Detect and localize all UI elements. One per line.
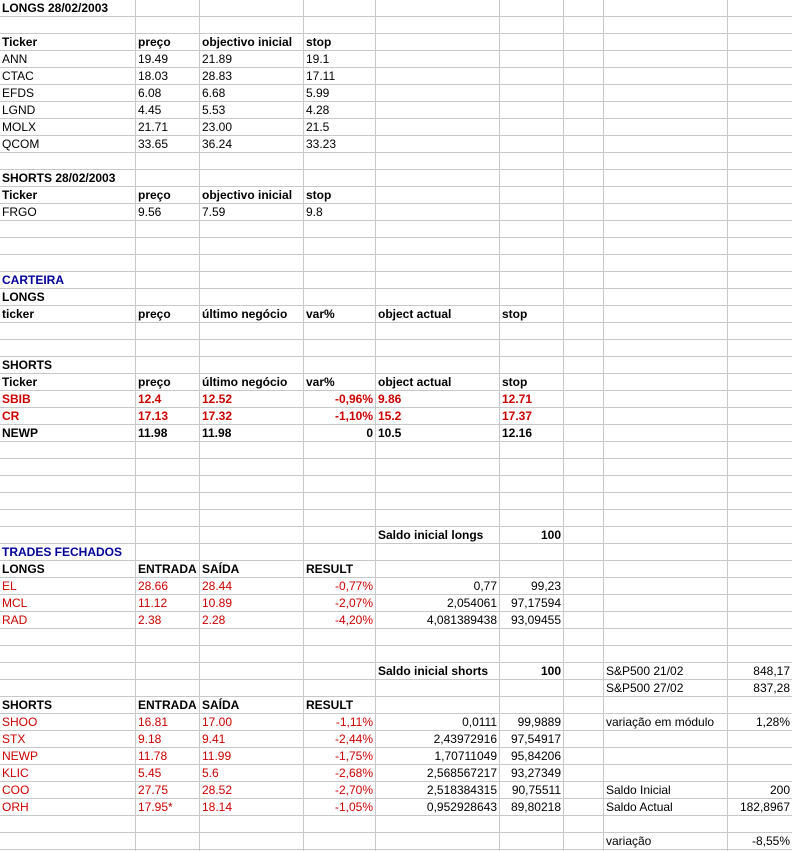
table-row-ticker[interactable]: COO xyxy=(2,783,30,797)
shorts-header-ticker: Ticker xyxy=(2,188,38,202)
table-row-ticker[interactable]: LGND xyxy=(2,103,36,117)
table-row-ticker[interactable]: SHOO xyxy=(2,715,38,729)
table-row-objectivo[interactable]: 6.68 xyxy=(202,86,226,100)
table-row-balance[interactable]: 99,9889 xyxy=(517,715,561,729)
carteira-longs-header-object: object actual xyxy=(378,307,452,321)
sp500-2702-label: S&P500 27/02 xyxy=(606,681,684,695)
table-row-preco[interactable]: 33.65 xyxy=(138,137,169,151)
table-row-loss[interactable]: 0,77 xyxy=(473,579,497,593)
table-row-result[interactable]: -0,77% xyxy=(334,579,373,593)
table-row-stop[interactable]: 5.99 xyxy=(306,86,330,100)
table-row-result[interactable]: -1,11% xyxy=(335,715,373,729)
saldo-actual-label: Saldo Actual xyxy=(606,800,673,814)
carteira-longs-header-stop: stop xyxy=(502,307,528,321)
table-row-result[interactable]: -1,75% xyxy=(334,749,373,763)
carteira-longs-label: LONGS xyxy=(2,290,45,304)
carteira-title: CARTEIRA xyxy=(2,273,64,287)
table-row-entrada[interactable]: 5.45 xyxy=(138,766,162,780)
table-row-balance[interactable]: 93,27349 xyxy=(510,766,561,780)
table-row-ticker[interactable]: QCOM xyxy=(2,137,40,151)
saldo-actual-value[interactable]: 182,8967 xyxy=(739,800,790,814)
table-row-stop[interactable]: 12.16 xyxy=(502,426,533,440)
carteira-shorts-header-stop: stop xyxy=(502,375,528,389)
table-row-ticker[interactable]: MOLX xyxy=(2,120,37,134)
table-row-saida[interactable]: 2.28 xyxy=(202,613,226,627)
table-row-objectivo[interactable]: 28.83 xyxy=(202,69,233,83)
trades-longs-header-result: RESULT xyxy=(306,562,354,576)
table-row-preco[interactable]: 21.71 xyxy=(138,120,169,134)
sp500-2102-value[interactable]: 848,17 xyxy=(753,664,790,678)
table-row-ultimo[interactable]: 11.98 xyxy=(202,426,232,440)
table-row-stop[interactable]: 4.28 xyxy=(306,103,330,117)
table-row-balance[interactable]: 99,23 xyxy=(530,579,561,593)
saldo-inicial-longs-value[interactable]: 100 xyxy=(540,528,561,542)
table-row-ticker[interactable]: CR xyxy=(2,409,20,423)
table-row-stop[interactable]: 19.1 xyxy=(306,52,330,66)
table-row-objectivo[interactable]: 23.00 xyxy=(202,120,233,134)
trades-longs-header-label: LONGS xyxy=(2,562,45,576)
table-row-ticker[interactable]: CTAC xyxy=(2,69,34,83)
saldo-inicial-longs-label: Saldo inicial longs xyxy=(378,528,484,542)
table-row-balance[interactable]: 93,09455 xyxy=(510,613,561,627)
carteira-longs-header-ultimo: último negócio xyxy=(202,307,288,321)
table-row-result[interactable]: -2,44% xyxy=(334,732,373,746)
table-row-preco[interactable]: 17.13 xyxy=(138,409,169,423)
table-row-result[interactable]: -4,20% xyxy=(334,613,373,627)
table-row-entrada[interactable]: 11.78 xyxy=(138,749,168,763)
table-row-stop[interactable]: 9.8 xyxy=(306,205,323,219)
table-row-preco[interactable]: 11.98 xyxy=(138,426,168,440)
table-row-saida[interactable]: 11.99 xyxy=(202,749,232,763)
table-row-preco[interactable]: 4.45 xyxy=(138,103,162,117)
longs-header-stop: stop xyxy=(306,35,332,49)
trades-fechados-title: TRADES FECHADOS xyxy=(2,545,123,559)
variacao-label: variação xyxy=(606,834,652,848)
longs-header-ticker: Ticker xyxy=(2,35,38,49)
longs-header-objectivo: objectivo inicial xyxy=(202,35,293,49)
table-row-saida[interactable]: 28.52 xyxy=(202,783,233,797)
table-row-balance[interactable]: 89,80218 xyxy=(510,800,561,814)
table-row-stop[interactable]: 17.11 xyxy=(306,69,336,83)
table-row-saida[interactable]: 28.44 xyxy=(202,579,233,593)
trades-shorts-header-result: RESULT xyxy=(306,698,354,712)
table-row-ticker[interactable]: NEWP xyxy=(2,749,38,763)
table-row-ticker[interactable]: STX xyxy=(2,732,26,746)
table-row-objectivo[interactable]: 7.59 xyxy=(202,205,226,219)
table-row-loss[interactable]: 0,0111 xyxy=(462,715,497,729)
table-row-objectivo[interactable]: 5.53 xyxy=(202,103,226,117)
carteira-longs-header-ticker: ticker xyxy=(2,307,35,321)
table-row-loss[interactable]: 2,518384315 xyxy=(426,783,497,797)
table-row-stop[interactable]: 17.37 xyxy=(502,409,533,423)
table-row-entrada[interactable]: 16.81 xyxy=(138,715,169,729)
table-row-saida[interactable]: 10.89 xyxy=(202,596,233,610)
table-row-ticker[interactable]: EFDS xyxy=(2,86,35,100)
carteira-shorts-header-var: var% xyxy=(306,375,335,389)
table-row-ultimo[interactable]: 12.52 xyxy=(202,392,233,406)
carteira-longs-header-preco: preço xyxy=(138,307,171,321)
table-row-ticker[interactable]: ANN xyxy=(2,52,28,66)
variacao-modulo-label: variação em módulo xyxy=(606,715,715,729)
carteira-shorts-header-object: object actual xyxy=(378,375,452,389)
table-row-loss[interactable]: 4,081389438 xyxy=(426,613,497,627)
table-row-ticker[interactable]: ORH xyxy=(2,800,29,814)
carteira-longs-header-var: var% xyxy=(306,307,335,321)
longs-header-preco: preço xyxy=(138,35,171,49)
table-row-preco[interactable]: 9.56 xyxy=(138,205,162,219)
table-row-object[interactable]: 15.2 xyxy=(378,409,402,423)
carteira-shorts-header-ultimo: último negócio xyxy=(202,375,288,389)
table-row-loss[interactable]: 2,43972916 xyxy=(433,732,497,746)
table-row-saida[interactable]: 18.14 xyxy=(202,800,233,814)
table-row-ticker[interactable]: NEWP xyxy=(2,426,38,440)
trades-longs-header-entrada: ENTRADA xyxy=(138,562,197,576)
shorts-header-objectivo: objectivo inicial xyxy=(202,188,293,202)
shorts-header-stop: stop xyxy=(306,188,332,202)
table-row-preco[interactable]: 12.4 xyxy=(138,392,162,406)
table-row-stop[interactable]: 33.23 xyxy=(306,137,337,151)
sp500-2702-value[interactable]: 837,28 xyxy=(753,681,790,695)
saldo-inicial-shorts-value[interactable]: 100 xyxy=(540,664,561,678)
table-row-preco[interactable]: 19.49 xyxy=(138,52,169,66)
table-row-ticker[interactable]: RAD xyxy=(2,613,28,627)
table-row-object[interactable]: 9.86 xyxy=(378,392,402,406)
table-row-preco[interactable]: 6.08 xyxy=(138,86,162,100)
table-row-ticker[interactable]: KLIC xyxy=(2,766,29,780)
saldo-inicial-label: Saldo Inicial xyxy=(606,783,671,797)
carteira-shorts-label: SHORTS xyxy=(2,358,53,372)
table-row-saida[interactable]: 5.6 xyxy=(202,766,219,780)
table-row-entrada[interactable]: 17.95* xyxy=(138,800,173,814)
variacao-modulo-value[interactable]: 1,28% xyxy=(755,715,790,729)
table-row-var[interactable]: 0 xyxy=(366,426,373,440)
table-row-objectivo[interactable]: 21.89 xyxy=(202,52,233,66)
table-row-saida[interactable]: 9.41 xyxy=(202,732,226,746)
table-row-stop[interactable]: 12.71 xyxy=(502,392,533,406)
table-row-result[interactable]: -2,68% xyxy=(334,766,373,780)
trades-shorts-header-saida: SAÍDA xyxy=(202,698,240,712)
table-row-ticker[interactable]: MCL xyxy=(2,596,28,610)
table-row-objectivo[interactable]: 36.24 xyxy=(202,137,233,151)
table-row-ticker[interactable]: FRGO xyxy=(2,205,37,219)
table-row-result[interactable]: -1,05% xyxy=(334,800,373,814)
carteira-shorts-header-preco: preço xyxy=(138,375,171,389)
table-row-entrada[interactable]: 28.66 xyxy=(138,579,169,593)
table-row-var[interactable]: -1,10% xyxy=(334,409,373,423)
table-row-ticker[interactable]: SBIB xyxy=(2,392,31,406)
table-row-loss[interactable]: 1,70711049 xyxy=(434,749,497,763)
saldo-inicial-shorts-label: Saldo inicial shorts xyxy=(378,664,489,678)
table-row-result[interactable]: -2,70% xyxy=(334,783,373,797)
table-row-var[interactable]: -0,96% xyxy=(334,392,373,406)
trades-shorts-header-entrada: ENTRADA xyxy=(138,698,197,712)
longs-title: LONGS 28/02/2003 xyxy=(2,1,109,15)
table-row-ticker[interactable]: EL xyxy=(2,579,17,593)
table-row-stop[interactable]: 21.5 xyxy=(306,120,330,134)
table-row-loss[interactable]: 2,568567217 xyxy=(426,766,497,780)
shorts-header-preco: preço xyxy=(138,188,171,202)
table-row-loss[interactable]: 0,952928643 xyxy=(426,800,497,814)
table-row-balance[interactable]: 95,84206 xyxy=(510,749,561,763)
table-row-balance[interactable]: 97,17594 xyxy=(510,596,561,610)
carteira-shorts-header-ticker: Ticker xyxy=(2,375,38,389)
variacao-value[interactable]: -8,55% xyxy=(751,834,790,848)
table-row-entrada[interactable]: 2.38 xyxy=(138,613,162,627)
table-row-result[interactable]: -2,07% xyxy=(334,596,373,610)
table-row-object[interactable]: 10.5 xyxy=(378,426,402,440)
table-row-balance[interactable]: 90,75511 xyxy=(511,783,561,797)
table-row-preco[interactable]: 18.03 xyxy=(138,69,169,83)
table-row-entrada[interactable]: 27.75 xyxy=(138,783,169,797)
table-row-saida[interactable]: 17.00 xyxy=(202,715,233,729)
trades-longs-header-saida: SAÍDA xyxy=(202,562,240,576)
table-row-entrada[interactable]: 9.18 xyxy=(138,732,162,746)
table-row-balance[interactable]: 97,54917 xyxy=(510,732,561,746)
table-row-ultimo[interactable]: 17.32 xyxy=(202,409,233,423)
shorts-title: SHORTS 28/02/2003 xyxy=(2,171,116,185)
trades-shorts-header-label: SHORTS xyxy=(2,698,53,712)
table-row-entrada[interactable]: 11.12 xyxy=(138,596,168,610)
saldo-inicial-value[interactable]: 200 xyxy=(769,783,790,797)
sp500-2102-label: S&P500 21/02 xyxy=(606,664,684,678)
table-row-loss[interactable]: 2,054061 xyxy=(446,596,497,610)
